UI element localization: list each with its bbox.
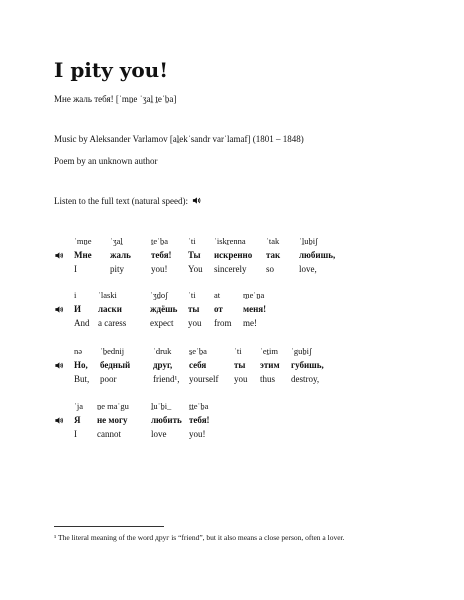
ipa-word: at xyxy=(214,290,221,300)
listen-label: Listen to the full text (natural speed): xyxy=(54,196,188,206)
stanza xyxy=(54,290,414,332)
speaker-icon[interactable] xyxy=(192,196,201,205)
cyr-word: тебя! xyxy=(151,250,172,260)
ipa-word: ˈdruk xyxy=(153,346,172,356)
cyr-word: так xyxy=(266,250,281,260)
cyr-row xyxy=(54,304,414,318)
ipa-word: ˈiskr̠enna xyxy=(214,236,246,246)
ipa-word: ˈʒd̠oʃ xyxy=(150,290,168,300)
cyr-word: бедный xyxy=(100,360,131,370)
speaker-icon[interactable] xyxy=(54,305,64,314)
cyr-word: от xyxy=(214,304,223,314)
eng-row xyxy=(54,264,414,278)
eng-word: friend¹, xyxy=(153,374,180,384)
eng-word: you xyxy=(234,374,248,384)
cyr-word: Мне xyxy=(74,250,92,260)
cyr-word: этим xyxy=(260,360,280,370)
cyr-word: ждёшь xyxy=(150,304,178,314)
ipa-word: t̠t̠eˈb̠a xyxy=(189,401,209,411)
eng-word: But, xyxy=(74,374,90,384)
eng-word: a caress xyxy=(98,318,127,328)
cyr-word: губишь, xyxy=(291,360,324,370)
stanza xyxy=(54,401,414,443)
eng-word: pity xyxy=(110,264,125,274)
ipa-word: ˈgub̠iʃ xyxy=(291,346,312,356)
cyr-word: тебя! xyxy=(189,415,210,425)
stanza xyxy=(54,236,414,278)
speaker-icon[interactable] xyxy=(54,361,64,370)
eng-word: destroy, xyxy=(291,374,320,384)
footnote: ¹ The literal meaning of the word друг is “friend”, but it also means a close person, often a lover. xyxy=(54,533,345,542)
ipa-word: i xyxy=(74,290,77,300)
ipa-word: ˈti xyxy=(188,290,196,300)
eng-row xyxy=(54,374,414,388)
eng-word: love, xyxy=(299,264,317,274)
ipa-word: ˈja xyxy=(74,401,83,411)
ipa-row xyxy=(54,236,414,250)
eng-word: thus xyxy=(260,374,276,384)
ipa-row xyxy=(54,346,414,360)
eng-word: you xyxy=(188,318,202,328)
eng-word: expect xyxy=(150,318,174,328)
cyr-word: любишь, xyxy=(299,250,336,260)
cyr-word: И xyxy=(74,304,82,314)
eng-word: you! xyxy=(189,429,206,439)
cyr-word: ты xyxy=(234,360,246,370)
music-credit: Music by Aleksander Varlamov [al̠ekˈsandr varˈlamaf] (1801 – 1848) xyxy=(54,134,304,144)
cyr-row xyxy=(54,250,414,264)
eng-word: sincerely xyxy=(214,264,247,274)
speaker-icon[interactable] xyxy=(54,251,64,260)
ipa-word: l̠uˈb̠i_ xyxy=(151,401,172,411)
ipa-word: s̠eˈb̠a xyxy=(189,346,207,356)
ipa-word: ˈʒal̠ xyxy=(110,236,123,246)
cyr-word: себя xyxy=(189,360,207,370)
ipa-word: t̠eˈb̠a xyxy=(151,236,168,246)
ipa-word: ˈtak xyxy=(266,236,280,246)
cyr-word: ты xyxy=(188,304,200,314)
ipa-word: m̠eˈn̠a xyxy=(243,290,265,300)
cyr-word: Но, xyxy=(74,360,88,370)
eng-word: from xyxy=(214,318,232,328)
ipa-word: ˈl̠ub̠iʃ xyxy=(299,236,318,246)
ipa-word: nə xyxy=(74,346,83,356)
cyr-word: друг, xyxy=(153,360,173,370)
ipa-word: ˈmn̠e xyxy=(74,236,92,246)
ipa-word: ˈet̠im xyxy=(260,346,278,356)
cyr-row xyxy=(54,415,414,429)
song-title: I pity you! xyxy=(54,58,169,82)
song-subtitle: Мне жаль тебя! [ˈmn̠e ˈʒal̠ t̠eˈb̠a] xyxy=(54,94,177,104)
ipa-word: n̠e maˈgu xyxy=(97,401,129,411)
cyr-word: меня! xyxy=(243,304,267,314)
ipa-row xyxy=(54,290,414,304)
eng-word: love xyxy=(151,429,167,439)
eng-word: I xyxy=(74,264,77,274)
ipa-word: ˈb̠ednij xyxy=(100,346,125,356)
cyr-word: жаль xyxy=(110,250,131,260)
cyr-word: ласки xyxy=(98,304,122,314)
ipa-word: ˈlaski xyxy=(98,290,117,300)
eng-word: And xyxy=(74,318,90,328)
cyr-row xyxy=(54,360,414,374)
speaker-icon[interactable] xyxy=(54,416,64,425)
eng-word: you! xyxy=(151,264,168,274)
footnote-rule xyxy=(54,526,164,527)
listen-line xyxy=(54,196,201,206)
cyr-word: любить xyxy=(151,415,182,425)
ipa-word: ˈti xyxy=(188,236,196,246)
stanza xyxy=(54,346,414,388)
eng-row xyxy=(54,318,414,332)
eng-word: You xyxy=(188,264,203,274)
cyr-word: Я xyxy=(74,415,81,425)
eng-word: poor xyxy=(100,374,117,384)
eng-word: so xyxy=(266,264,275,274)
eng-row xyxy=(54,429,414,443)
poem-credit: Poem by an unknown author xyxy=(54,156,158,166)
cyr-word: искренно xyxy=(214,250,253,260)
eng-word: yourself xyxy=(189,374,219,384)
cyr-word: Ты xyxy=(188,250,201,260)
eng-word: cannot xyxy=(97,429,121,439)
ipa-row xyxy=(54,401,414,415)
ipa-word: ˈti xyxy=(234,346,242,356)
eng-word: me! xyxy=(243,318,257,328)
cyr-word: не могу xyxy=(97,415,128,425)
eng-word: I xyxy=(74,429,77,439)
